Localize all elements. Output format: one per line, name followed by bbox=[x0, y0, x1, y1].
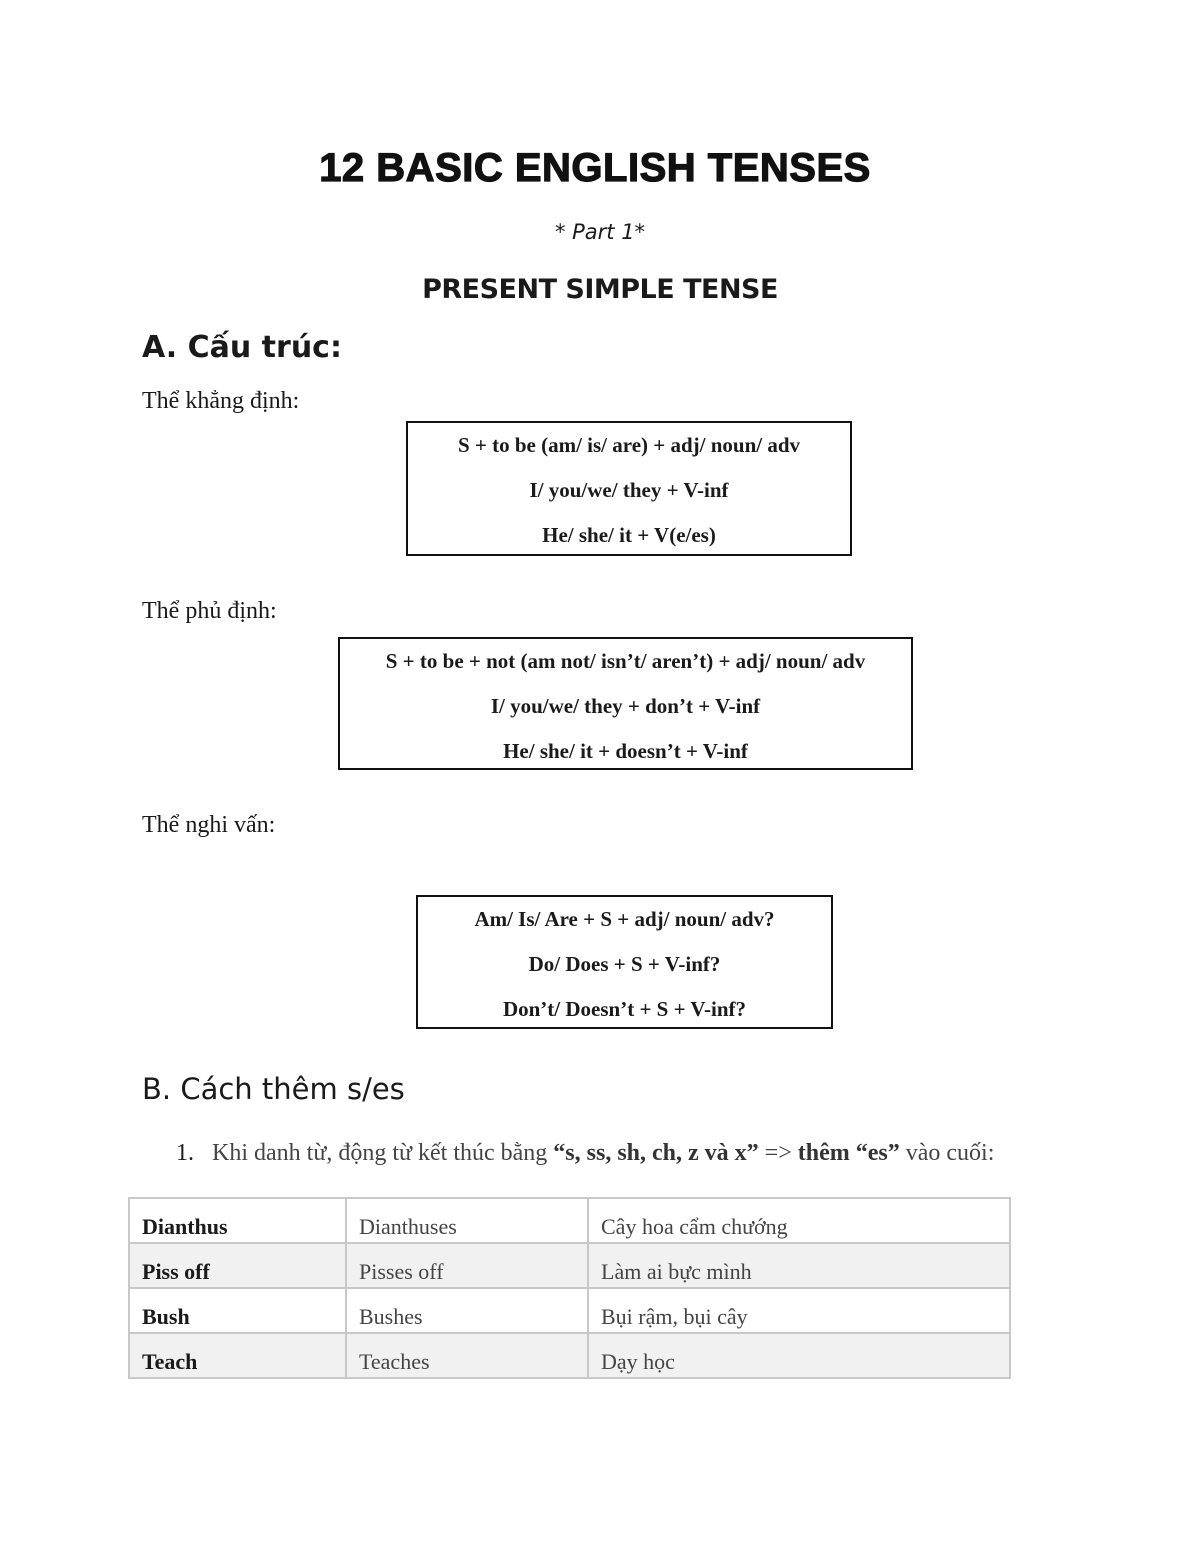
meaning-cell: Dạy học bbox=[588, 1333, 1010, 1378]
formula-line: Don’t/ Doesn’t + S + V-inf? bbox=[502, 997, 747, 1021]
word-cell: Bush bbox=[129, 1288, 346, 1333]
formula-line: I/ you/we/ they + don’t + V-inf bbox=[490, 694, 761, 718]
formula-line: I/ you/we/ they + V-inf bbox=[529, 478, 729, 502]
interrogative-label: Thể nghi vấn: bbox=[142, 812, 276, 838]
word-cell: Teach bbox=[129, 1333, 346, 1378]
plural-cell: Dianthuses bbox=[346, 1198, 588, 1243]
table-row bbox=[129, 1288, 1010, 1333]
table-row bbox=[129, 1198, 1010, 1243]
negative-label: Thể phủ định: bbox=[142, 598, 277, 624]
examples-table bbox=[128, 1197, 1011, 1379]
table-row bbox=[129, 1243, 1010, 1288]
meaning-cell: Cây hoa cẩm chướng bbox=[588, 1198, 1010, 1243]
table-row bbox=[129, 1333, 1010, 1378]
document-subtitle: * Part 1* bbox=[554, 220, 646, 244]
word-cell: Dianthus bbox=[129, 1198, 346, 1243]
affirmative-formula-box bbox=[406, 421, 852, 556]
section-title: PRESENT SIMPLE TENSE bbox=[422, 274, 778, 305]
affirmative-label: Thể khẳng định: bbox=[142, 388, 300, 414]
plural-cell: Bushes bbox=[346, 1288, 588, 1333]
plural-cell: Teaches bbox=[346, 1333, 588, 1378]
plural-cell: Pisses off bbox=[346, 1243, 588, 1288]
meaning-cell: Làm ai bực mình bbox=[588, 1243, 1010, 1288]
meaning-cell: Bụi rậm, bụi cây bbox=[588, 1288, 1010, 1333]
negative-formula-box bbox=[338, 637, 913, 770]
formula-line: S + to be + not (am not/ isn’t/ aren’t) + adj/ noun/ adv bbox=[385, 649, 866, 673]
formula-line: S + to be (am/ is/ are) + adj/ noun/ adv bbox=[457, 433, 801, 457]
document-title: 12 BASIC ENGLISH TENSES bbox=[319, 146, 871, 190]
interrogative-formula-box bbox=[416, 895, 833, 1029]
formula-line: Am/ Is/ Are + S + adj/ noun/ adv? bbox=[474, 907, 775, 931]
formula-line: He/ she/ it + V(e/es) bbox=[542, 523, 716, 547]
rule-text: Khi danh từ, động từ kết thúc bằng “s, ss, sh, ch, z và x” => thêm “es” vào cuối: bbox=[212, 1140, 995, 1166]
word-cell: Piss off bbox=[129, 1243, 346, 1288]
heading-structure: A. Cấu trúc: bbox=[142, 330, 342, 365]
formula-line: He/ she/ it + doesn’t + V-inf bbox=[503, 739, 748, 763]
formula-line: Do/ Does + S + V-inf? bbox=[528, 952, 721, 976]
heading-add-s-es: B. Cách thêm s/es bbox=[142, 1072, 405, 1106]
rule-number: 1. bbox=[176, 1140, 194, 1166]
